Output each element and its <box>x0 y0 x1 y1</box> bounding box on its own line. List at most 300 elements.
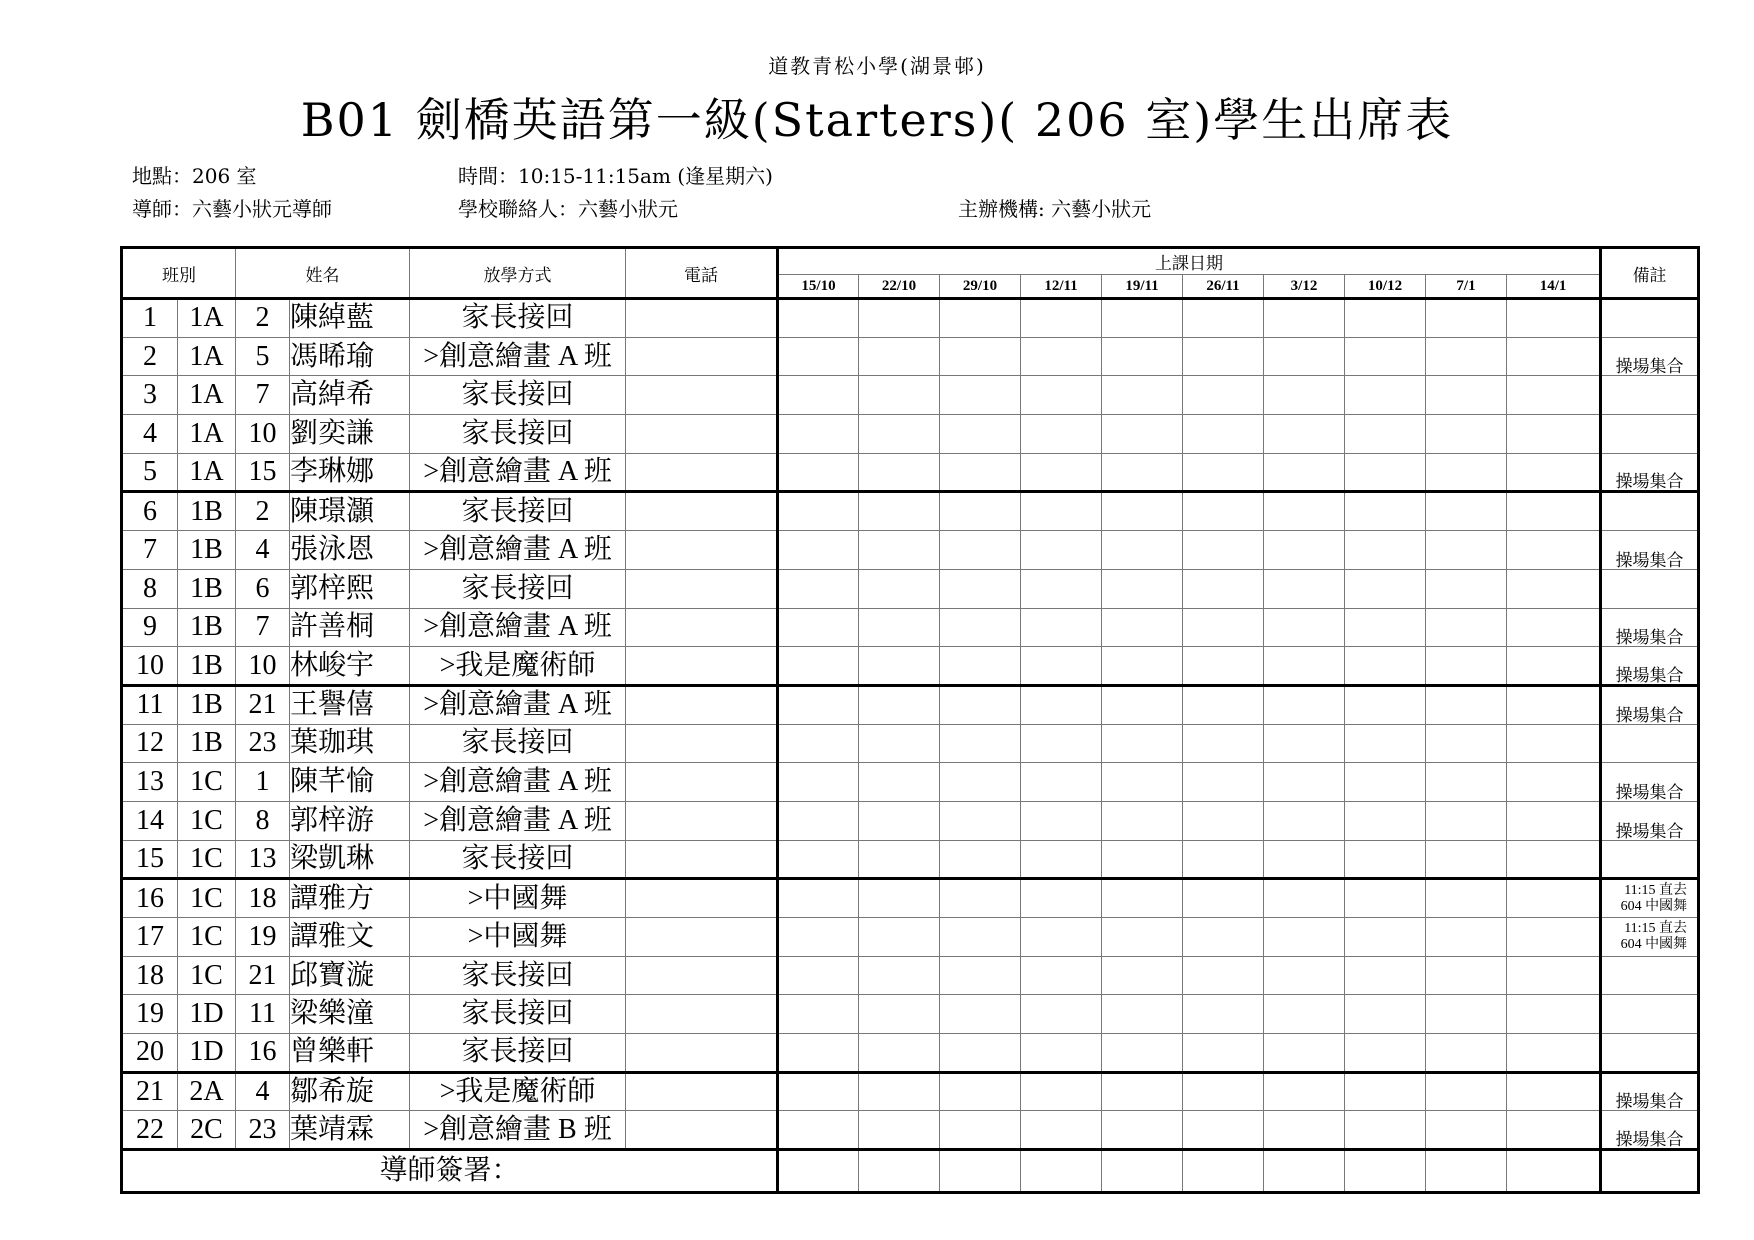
row-number: 21 <box>122 1072 178 1111</box>
attendance-cell[interactable] <box>1345 415 1426 454</box>
dismissal-method: >創意繪畫 B 班 <box>410 1111 626 1150</box>
attendance-cell[interactable] <box>1183 492 1264 531</box>
attendance-cell[interactable] <box>1426 531 1507 570</box>
attendance-cell[interactable] <box>1183 415 1264 454</box>
phone-cell <box>626 763 778 802</box>
attendance-cell[interactable] <box>1264 1072 1345 1111</box>
signature-cell[interactable] <box>1183 1150 1264 1193</box>
attendance-cell[interactable] <box>1102 647 1183 686</box>
attendance-cell[interactable] <box>1345 376 1426 415</box>
attendance-cell[interactable] <box>1183 453 1264 492</box>
remark-cell <box>1601 724 1699 763</box>
attendance-cell[interactable] <box>1507 453 1601 492</box>
attendance-cell[interactable] <box>1507 299 1601 338</box>
student-name: 鄒希旋 <box>290 1072 410 1111</box>
attendance-cell[interactable] <box>1345 879 1426 918</box>
attendance-cell[interactable] <box>1183 608 1264 647</box>
attendance-cell[interactable] <box>1102 724 1183 763</box>
attendance-cell[interactable] <box>1264 801 1345 840</box>
phone-cell <box>626 724 778 763</box>
attendance-cell[interactable] <box>1426 840 1507 879</box>
attendance-cell[interactable] <box>1021 415 1102 454</box>
attendance-cell[interactable] <box>1345 956 1426 995</box>
attendance-cell[interactable] <box>1345 1034 1426 1073</box>
attendance-cell[interactable] <box>940 376 1021 415</box>
attendance-cell[interactable] <box>859 647 940 686</box>
remark-cell: 操場集合 <box>1601 763 1699 802</box>
attendance-cell[interactable] <box>1183 531 1264 570</box>
attendance-cell[interactable] <box>1345 801 1426 840</box>
row-number: 11 <box>122 685 178 724</box>
student-row <box>122 918 1699 957</box>
attendance-cell[interactable] <box>1507 531 1601 570</box>
attendance-cell[interactable] <box>1102 415 1183 454</box>
attendance-cell[interactable] <box>778 918 859 957</box>
phone-cell <box>626 995 778 1034</box>
header-name: 姓名 <box>236 248 410 299</box>
attendance-cell[interactable] <box>778 763 859 802</box>
remark-cell: 11:15 直去 604 中國舞 <box>1601 879 1699 918</box>
attendance-cell[interactable] <box>1264 415 1345 454</box>
attendance-cell[interactable] <box>1021 956 1102 995</box>
attendance-cell[interactable] <box>940 995 1021 1034</box>
attendance-cell[interactable] <box>1021 763 1102 802</box>
remark-cell: 操場集合 <box>1601 337 1699 376</box>
attendance-cell[interactable] <box>1345 724 1426 763</box>
row-number: 13 <box>122 763 178 802</box>
attendance-cell[interactable] <box>1507 337 1601 376</box>
attendance-cell[interactable] <box>1183 569 1264 608</box>
attendance-cell[interactable] <box>1264 376 1345 415</box>
info-tutor: 導師：六藝小狀元導師 <box>132 197 332 221</box>
attendance-cell[interactable] <box>1102 918 1183 957</box>
attendance-cell[interactable] <box>1183 801 1264 840</box>
attendance-cell[interactable] <box>1102 879 1183 918</box>
attendance-cell[interactable] <box>1426 1072 1507 1111</box>
attendance-cell[interactable] <box>1345 1072 1426 1111</box>
attendance-cell[interactable] <box>940 801 1021 840</box>
student-name: 王譽僖 <box>290 685 410 724</box>
attendance-cell[interactable] <box>1345 763 1426 802</box>
attendance-cell[interactable] <box>778 492 859 531</box>
attendance-cell[interactable] <box>1264 1111 1345 1150</box>
attendance-cell[interactable] <box>940 608 1021 647</box>
remark-cell: 操場集合 <box>1601 453 1699 492</box>
class-number: 10 <box>236 415 290 454</box>
attendance-cell[interactable] <box>1345 453 1426 492</box>
attendance-cell[interactable] <box>778 1111 859 1150</box>
attendance-cell[interactable] <box>778 376 859 415</box>
student-class: 1A <box>178 376 236 415</box>
attendance-cell[interactable] <box>1021 801 1102 840</box>
attendance-cell[interactable] <box>1345 685 1426 724</box>
attendance-cell[interactable] <box>1345 608 1426 647</box>
remark-cell <box>1601 956 1699 995</box>
phone-cell <box>626 1111 778 1150</box>
attendance-cell[interactable] <box>940 1111 1021 1150</box>
header-date: 22/10 <box>859 275 940 299</box>
attendance-cell[interactable] <box>1507 685 1601 724</box>
attendance-cell[interactable] <box>1507 376 1601 415</box>
attendance-cell[interactable] <box>778 724 859 763</box>
attendance-cell[interactable] <box>1183 685 1264 724</box>
student-row <box>122 995 1699 1034</box>
attendance-cell[interactable] <box>940 492 1021 531</box>
phone-cell <box>626 840 778 879</box>
attendance-cell[interactable] <box>1021 995 1102 1034</box>
attendance-cell[interactable] <box>940 840 1021 879</box>
attendance-cell[interactable] <box>1183 840 1264 879</box>
attendance-cell[interactable] <box>940 918 1021 957</box>
attendance-cell[interactable] <box>1345 492 1426 531</box>
attendance-cell[interactable] <box>1507 840 1601 879</box>
attendance-cell[interactable] <box>1426 569 1507 608</box>
attendance-cell[interactable] <box>859 299 940 338</box>
attendance-cell[interactable] <box>1264 1034 1345 1073</box>
attendance-cell[interactable] <box>778 801 859 840</box>
attendance-cell[interactable] <box>1264 569 1345 608</box>
attendance-cell[interactable] <box>1183 647 1264 686</box>
attendance-cell[interactable] <box>940 956 1021 995</box>
attendance-cell[interactable] <box>1021 531 1102 570</box>
attendance-cell[interactable] <box>1102 453 1183 492</box>
attendance-cell[interactable] <box>1426 453 1507 492</box>
signature-cell[interactable] <box>1264 1150 1345 1193</box>
remark-cell <box>1601 415 1699 454</box>
attendance-cell[interactable] <box>1345 647 1426 686</box>
student-row <box>122 1072 1699 1111</box>
attendance-cell[interactable] <box>1426 415 1507 454</box>
attendance-cell[interactable] <box>1264 299 1345 338</box>
student-class: 1C <box>178 840 236 879</box>
attendance-cell[interactable] <box>1507 608 1601 647</box>
student-class: 2C <box>178 1111 236 1150</box>
attendance-cell[interactable] <box>1507 492 1601 531</box>
header-date: 29/10 <box>940 275 1021 299</box>
attendance-cell[interactable] <box>1102 840 1183 879</box>
attendance-cell[interactable] <box>1264 337 1345 376</box>
row-number: 8 <box>122 569 178 608</box>
attendance-cell[interactable] <box>1426 608 1507 647</box>
attendance-cell[interactable] <box>1345 840 1426 879</box>
attendance-cell[interactable] <box>1426 763 1507 802</box>
attendance-cell[interactable] <box>859 608 940 647</box>
attendance-cell[interactable] <box>1345 531 1426 570</box>
attendance-cell[interactable] <box>859 453 940 492</box>
attendance-cell[interactable] <box>1021 685 1102 724</box>
attendance-cell[interactable] <box>859 956 940 995</box>
attendance-cell[interactable] <box>1102 337 1183 376</box>
attendance-cell[interactable] <box>1264 685 1345 724</box>
student-row <box>122 415 1699 454</box>
attendance-cell[interactable] <box>1102 801 1183 840</box>
attendance-cell[interactable] <box>1426 685 1507 724</box>
attendance-cell[interactable] <box>859 1072 940 1111</box>
attendance-cell[interactable] <box>859 337 940 376</box>
attendance-cell[interactable] <box>1021 1072 1102 1111</box>
attendance-cell[interactable] <box>1264 995 1345 1034</box>
attendance-cell[interactable] <box>940 453 1021 492</box>
attendance-cell[interactable] <box>1426 879 1507 918</box>
attendance-cell[interactable] <box>1264 763 1345 802</box>
attendance-cell[interactable] <box>1264 918 1345 957</box>
attendance-cell[interactable] <box>1507 1072 1601 1111</box>
attendance-cell[interactable] <box>859 1034 940 1073</box>
attendance-cell[interactable] <box>1426 956 1507 995</box>
attendance-cell[interactable] <box>1183 879 1264 918</box>
phone-cell <box>626 918 778 957</box>
attendance-cell[interactable] <box>778 956 859 995</box>
attendance-cell[interactable] <box>940 685 1021 724</box>
attendance-cell[interactable] <box>1507 879 1601 918</box>
attendance-cell[interactable] <box>1345 299 1426 338</box>
attendance-cell[interactable] <box>1183 995 1264 1034</box>
attendance-cell[interactable] <box>778 531 859 570</box>
signature-cell[interactable] <box>1426 1150 1507 1193</box>
attendance-cell[interactable] <box>1102 1072 1183 1111</box>
attendance-cell[interactable] <box>859 1111 940 1150</box>
attendance-cell[interactable] <box>1345 1111 1426 1150</box>
attendance-cell[interactable] <box>1021 724 1102 763</box>
attendance-cell[interactable] <box>1507 995 1601 1034</box>
attendance-cell[interactable] <box>1021 1111 1102 1150</box>
attendance-cell[interactable] <box>1264 956 1345 995</box>
dismissal-method: >創意繪畫 A 班 <box>410 531 626 570</box>
attendance-cell[interactable] <box>1183 1034 1264 1073</box>
attendance-cell[interactable] <box>1102 299 1183 338</box>
attendance-cell[interactable] <box>940 763 1021 802</box>
attendance-cell[interactable] <box>1426 801 1507 840</box>
attendance-cell[interactable] <box>778 840 859 879</box>
attendance-cell[interactable] <box>1102 763 1183 802</box>
attendance-cell[interactable] <box>1426 647 1507 686</box>
attendance-cell[interactable] <box>1021 453 1102 492</box>
attendance-cell[interactable] <box>778 685 859 724</box>
attendance-cell[interactable] <box>778 569 859 608</box>
attendance-cell[interactable] <box>1183 1072 1264 1111</box>
attendance-cell[interactable] <box>1102 569 1183 608</box>
attendance-cell[interactable] <box>1426 337 1507 376</box>
student-row <box>122 1111 1699 1150</box>
attendance-cell[interactable] <box>940 569 1021 608</box>
attendance-cell[interactable] <box>1102 608 1183 647</box>
phone-cell <box>626 415 778 454</box>
attendance-cell[interactable] <box>859 995 940 1034</box>
remark-cell: 操場集合 <box>1601 1111 1699 1150</box>
attendance-cell[interactable] <box>859 376 940 415</box>
attendance-cell[interactable] <box>859 569 940 608</box>
attendance-cell[interactable] <box>940 531 1021 570</box>
student-class: 1B <box>178 531 236 570</box>
attendance-cell[interactable] <box>1264 840 1345 879</box>
attendance-cell[interactable] <box>940 337 1021 376</box>
attendance-cell[interactable] <box>1507 1034 1601 1073</box>
attendance-cell[interactable] <box>1021 918 1102 957</box>
attendance-cell[interactable] <box>1264 608 1345 647</box>
attendance-cell[interactable] <box>1183 724 1264 763</box>
attendance-cell[interactable] <box>1345 569 1426 608</box>
attendance-cell[interactable] <box>1021 879 1102 918</box>
attendance-cell[interactable] <box>1345 995 1426 1034</box>
attendance-cell[interactable] <box>1102 531 1183 570</box>
attendance-cell[interactable] <box>778 1034 859 1073</box>
attendance-cell[interactable] <box>1426 995 1507 1034</box>
attendance-cell[interactable] <box>778 879 859 918</box>
signature-cell[interactable] <box>1021 1150 1102 1193</box>
attendance-cell[interactable] <box>1183 763 1264 802</box>
signature-remark-cell <box>1601 1150 1699 1193</box>
attendance-cell[interactable] <box>1102 956 1183 995</box>
signature-cell[interactable] <box>778 1150 859 1193</box>
attendance-cell[interactable] <box>940 1072 1021 1111</box>
attendance-cell[interactable] <box>1264 492 1345 531</box>
attendance-cell[interactable] <box>778 995 859 1034</box>
student-class: 1B <box>178 569 236 608</box>
dismissal-method: >創意繪畫 A 班 <box>410 608 626 647</box>
attendance-cell[interactable] <box>940 1034 1021 1073</box>
attendance-cell[interactable] <box>1264 453 1345 492</box>
class-number: 21 <box>236 685 290 724</box>
attendance-cell[interactable] <box>778 299 859 338</box>
attendance-cell[interactable] <box>859 415 940 454</box>
student-row <box>122 685 1699 724</box>
attendance-cell[interactable] <box>1264 724 1345 763</box>
attendance-cell[interactable] <box>1102 685 1183 724</box>
info-location: 地點：206 室 <box>132 164 257 188</box>
attendance-cell[interactable] <box>778 337 859 376</box>
attendance-cell[interactable] <box>1426 299 1507 338</box>
attendance-cell[interactable] <box>778 608 859 647</box>
attendance-cell[interactable] <box>1507 1111 1601 1150</box>
attendance-cell[interactable] <box>1183 918 1264 957</box>
attendance-cell[interactable] <box>940 299 1021 338</box>
remark-cell <box>1601 840 1699 879</box>
attendance-cell[interactable] <box>859 724 940 763</box>
remark-cell: 操場集合 <box>1601 531 1699 570</box>
student-row <box>122 956 1699 995</box>
class-number: 2 <box>236 492 290 531</box>
attendance-cell[interactable] <box>1183 956 1264 995</box>
row-number: 5 <box>122 453 178 492</box>
attendance-cell[interactable] <box>1426 724 1507 763</box>
attendance-cell[interactable] <box>1021 608 1102 647</box>
attendance-cell[interactable] <box>940 415 1021 454</box>
row-number: 20 <box>122 1034 178 1073</box>
attendance-cell[interactable] <box>859 918 940 957</box>
attendance-cell[interactable] <box>1183 376 1264 415</box>
student-class: 1A <box>178 453 236 492</box>
attendance-cell[interactable] <box>1102 1034 1183 1073</box>
attendance-cell[interactable] <box>1426 492 1507 531</box>
attendance-cell[interactable] <box>940 879 1021 918</box>
attendance-cell[interactable] <box>1507 763 1601 802</box>
attendance-cell[interactable] <box>1426 376 1507 415</box>
dismissal-method: >中國舞 <box>410 879 626 918</box>
signature-cell[interactable] <box>1345 1150 1426 1193</box>
class-number: 23 <box>236 1111 290 1150</box>
attendance-cell[interactable] <box>1507 647 1601 686</box>
attendance-cell[interactable] <box>1102 376 1183 415</box>
phone-cell <box>626 569 778 608</box>
attendance-cell[interactable] <box>1426 1034 1507 1073</box>
remark-cell <box>1601 995 1699 1034</box>
attendance-cell[interactable] <box>859 685 940 724</box>
attendance-cell[interactable] <box>1021 299 1102 338</box>
attendance-cell[interactable] <box>1021 840 1102 879</box>
signature-cell[interactable] <box>1102 1150 1183 1193</box>
attendance-cell[interactable] <box>859 879 940 918</box>
class-number: 11 <box>236 995 290 1034</box>
attendance-cell[interactable] <box>1021 492 1102 531</box>
attendance-cell[interactable] <box>859 801 940 840</box>
attendance-cell[interactable] <box>1426 918 1507 957</box>
signature-cell[interactable] <box>1507 1150 1601 1193</box>
attendance-cell[interactable] <box>1507 569 1601 608</box>
attendance-cell[interactable] <box>778 453 859 492</box>
attendance-cell[interactable] <box>1264 531 1345 570</box>
remark-cell: 操場集合 <box>1601 647 1699 686</box>
class-number: 15 <box>236 453 290 492</box>
attendance-cell[interactable] <box>778 1072 859 1111</box>
attendance-cell[interactable] <box>940 724 1021 763</box>
signature-cell[interactable] <box>940 1150 1021 1193</box>
attendance-cell[interactable] <box>1507 724 1601 763</box>
attendance-cell[interactable] <box>859 531 940 570</box>
header-date: 26/11 <box>1183 275 1264 299</box>
attendance-cell[interactable] <box>1102 492 1183 531</box>
attendance-cell[interactable] <box>1021 569 1102 608</box>
attendance-cell[interactable] <box>1021 376 1102 415</box>
attendance-cell[interactable] <box>940 647 1021 686</box>
attendance-cell[interactable] <box>1264 647 1345 686</box>
dismissal-method: >創意繪畫 A 班 <box>410 453 626 492</box>
attendance-cell[interactable] <box>1021 337 1102 376</box>
student-class: 1B <box>178 492 236 531</box>
attendance-cell[interactable] <box>778 647 859 686</box>
attendance-cell[interactable] <box>859 763 940 802</box>
student-name: 葉靖霖 <box>290 1111 410 1150</box>
attendance-cell[interactable] <box>1507 415 1601 454</box>
attendance-cell[interactable] <box>859 492 940 531</box>
phone-cell <box>626 1072 778 1111</box>
attendance-cell[interactable] <box>1426 1111 1507 1150</box>
attendance-cell[interactable] <box>1264 879 1345 918</box>
remark-cell <box>1601 492 1699 531</box>
attendance-cell[interactable] <box>859 840 940 879</box>
attendance-cell[interactable] <box>1183 299 1264 338</box>
remark-cell <box>1601 569 1699 608</box>
attendance-cell[interactable] <box>1507 801 1601 840</box>
student-row <box>122 453 1699 492</box>
class-number: 5 <box>236 337 290 376</box>
attendance-cell[interactable] <box>1021 647 1102 686</box>
student-name: 郭梓游 <box>290 801 410 840</box>
attendance-cell[interactable] <box>1507 918 1601 957</box>
attendance-cell[interactable] <box>1102 995 1183 1034</box>
attendance-cell[interactable] <box>1345 337 1426 376</box>
attendance-cell[interactable] <box>1102 1111 1183 1150</box>
attendance-cell[interactable] <box>1183 1111 1264 1150</box>
attendance-cell[interactable] <box>1183 337 1264 376</box>
attendance-cell[interactable] <box>778 415 859 454</box>
attendance-cell[interactable] <box>1507 956 1601 995</box>
attendance-cell[interactable] <box>1345 918 1426 957</box>
signature-cell[interactable] <box>859 1150 940 1193</box>
remark-cell <box>1601 376 1699 415</box>
student-class: 1B <box>178 724 236 763</box>
student-class: 1A <box>178 337 236 376</box>
attendance-cell[interactable] <box>1021 1034 1102 1073</box>
